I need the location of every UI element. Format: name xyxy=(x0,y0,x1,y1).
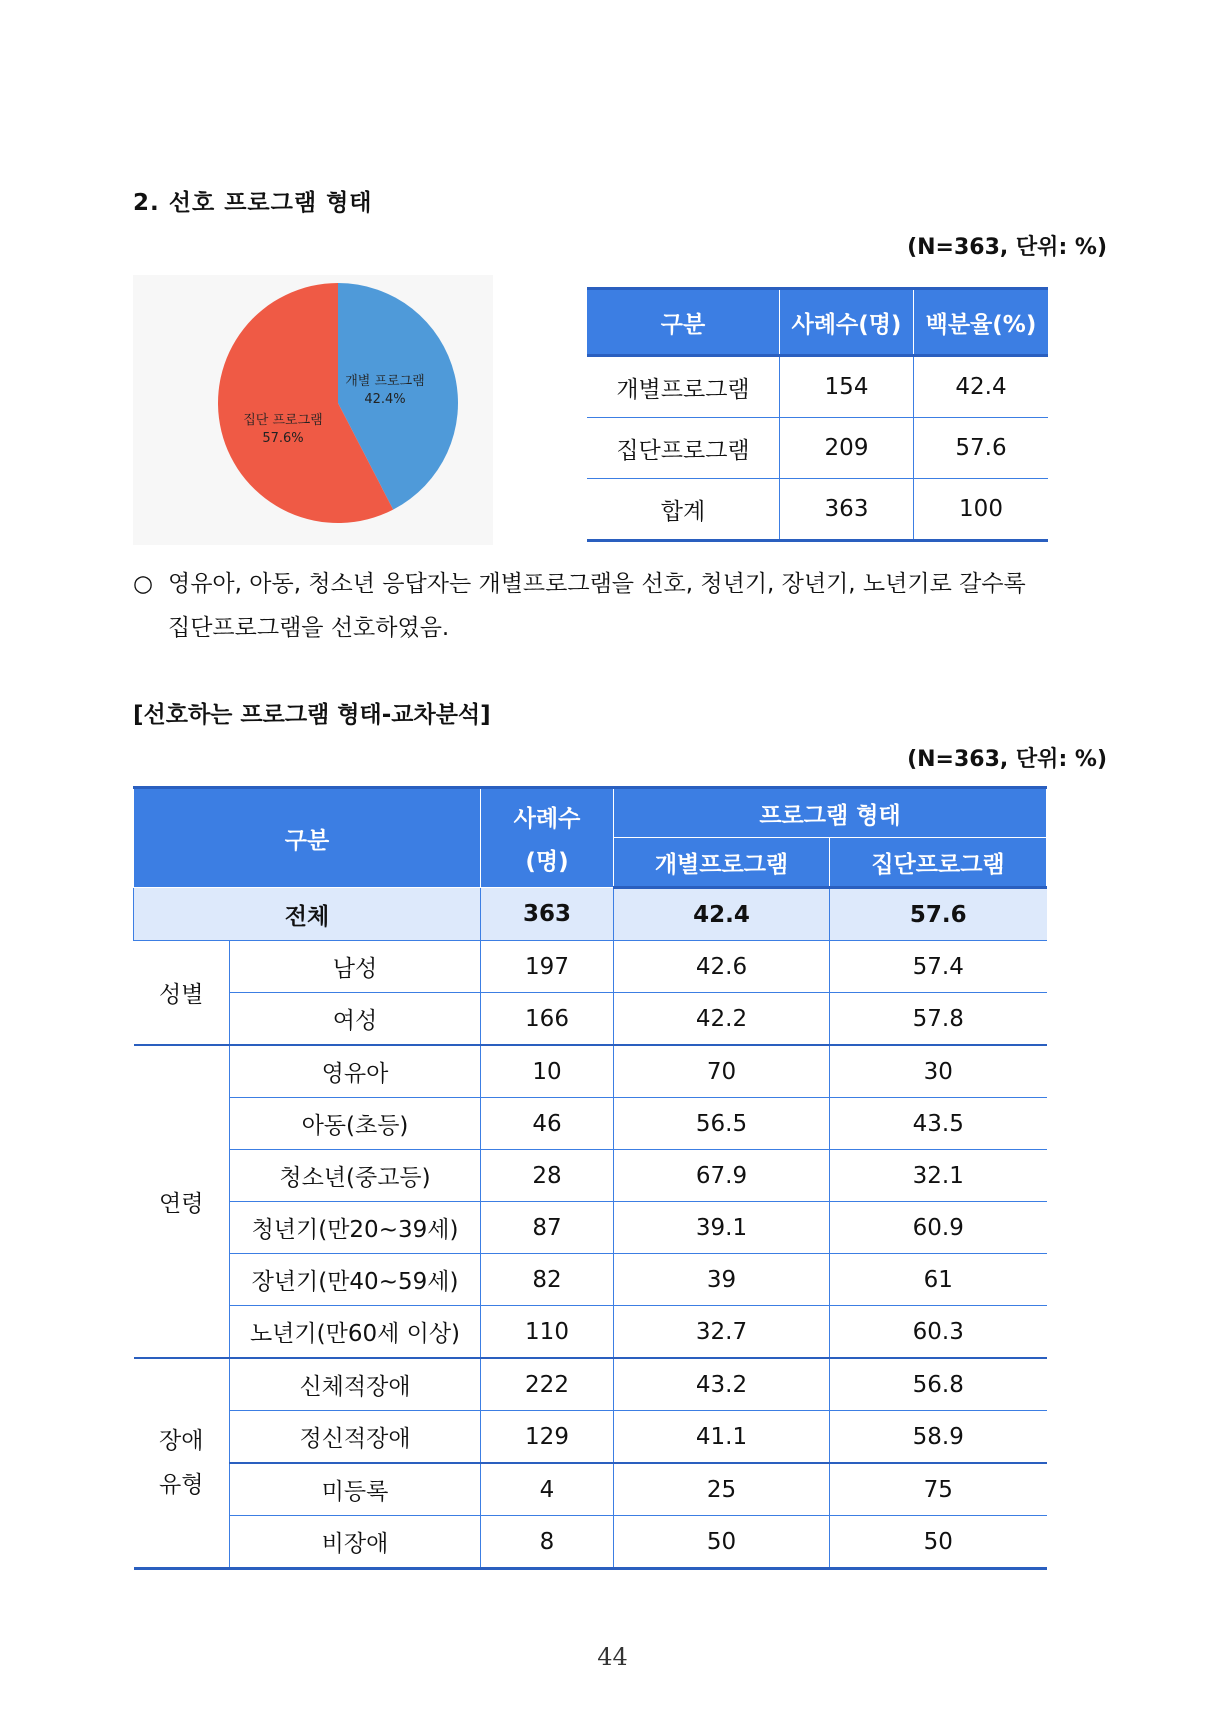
cell-group: 50 xyxy=(830,1516,1047,1569)
group-label-disability xyxy=(134,1358,230,1569)
summary-cell: 363 xyxy=(780,479,914,541)
summary-cell: 집단프로그램 xyxy=(587,418,780,479)
summary-cell: 154 xyxy=(780,356,914,418)
pie-label-individual-value: 42.4% xyxy=(364,392,406,407)
cell-group: 60.3 xyxy=(830,1306,1047,1359)
bullet-paragraph xyxy=(133,562,1143,650)
pie-label-individual-name: 개별 프로그램 xyxy=(345,374,425,389)
bullet-text: 영유아, 아동, 청소년 응답자는 개별프로그램을 선호, 청년기, 장년기, 노년기로 갈수록 집단프로그램을 선호하였음. xyxy=(168,571,1026,641)
summary-cell: 100 xyxy=(914,479,1049,541)
pie-label-group-name: 집단 프로그램 xyxy=(243,413,323,428)
summary-header-percent: 백분율(%) xyxy=(914,289,1049,356)
cell-count: 87 xyxy=(481,1202,614,1254)
row-label: 여성 xyxy=(230,993,481,1046)
cell-group: 43.5 xyxy=(830,1098,1047,1150)
summary-cell: 209 xyxy=(780,418,914,479)
group-label-gender: 성별 xyxy=(134,941,230,1046)
summary-header-count: 사례수(명) xyxy=(780,289,914,356)
cell-individual: 70 xyxy=(614,1045,830,1098)
cell-count: 82 xyxy=(481,1254,614,1306)
cell-count: 8 xyxy=(481,1516,614,1569)
row-label: 전체 xyxy=(134,888,481,941)
table-row xyxy=(134,1254,1047,1306)
summary-table xyxy=(587,287,1048,542)
unit-label: (N=363, 단위: %) xyxy=(907,747,1107,772)
row-label: 노년기(만60세 이상) xyxy=(230,1306,481,1359)
pie-chart-svg xyxy=(133,275,493,545)
cross-table xyxy=(133,786,1047,1570)
cell-individual: 67.9 xyxy=(614,1150,830,1202)
table-row xyxy=(134,1463,1047,1516)
cell-group: 57.6 xyxy=(830,888,1047,941)
cell-individual: 32.7 xyxy=(614,1306,830,1359)
cell-group: 58.9 xyxy=(830,1411,1047,1464)
row-label: 비장애 xyxy=(230,1516,481,1569)
cross-header-row xyxy=(134,788,1047,838)
table-row xyxy=(587,418,1048,479)
cell-group: 75 xyxy=(830,1463,1047,1516)
summary-cell: 57.6 xyxy=(914,418,1049,479)
table-row xyxy=(134,941,1047,993)
section-title: 2. 선호 프로그램 형태 xyxy=(133,190,373,216)
cell-count: 166 xyxy=(481,993,614,1046)
cell-count: 197 xyxy=(481,941,614,993)
table-row-total xyxy=(134,888,1047,941)
pie-chart xyxy=(133,275,493,545)
cross-header-count-line2: (명) xyxy=(525,849,569,875)
cell-individual: 42.6 xyxy=(614,941,830,993)
cross-header-count xyxy=(481,788,614,888)
summary-header-row xyxy=(587,289,1048,356)
table-row xyxy=(134,1411,1047,1464)
row-label: 장년기(만40~59세) xyxy=(230,1254,481,1306)
cell-count: 10 xyxy=(481,1045,614,1098)
row-label: 영유아 xyxy=(230,1045,481,1098)
summary-cell: 개별프로그램 xyxy=(587,356,780,418)
row-label: 미등록 xyxy=(230,1463,481,1516)
cell-group: 61 xyxy=(830,1254,1047,1306)
row-label: 신체적장애 xyxy=(230,1358,481,1411)
cross-header-category: 구분 xyxy=(134,788,481,888)
cross-table-title: [선호하는 프로그램 형태-교차분석] xyxy=(133,702,491,728)
group-label-disability-line1: 장애 xyxy=(159,1428,204,1454)
table-row xyxy=(134,1202,1047,1254)
cell-count: 28 xyxy=(481,1150,614,1202)
group-label-age: 연령 xyxy=(134,1045,230,1358)
cell-individual: 43.2 xyxy=(614,1358,830,1411)
circle-bullet-icon: ○ xyxy=(133,571,154,597)
row-label: 정신적장애 xyxy=(230,1411,481,1464)
cell-count: 222 xyxy=(481,1358,614,1411)
row-label: 아동(초등) xyxy=(230,1098,481,1150)
summary-header-category: 구분 xyxy=(587,289,780,356)
group-label-disability-line2: 유형 xyxy=(159,1472,204,1498)
cell-individual: 39.1 xyxy=(614,1202,830,1254)
pie-label-group xyxy=(233,412,333,448)
row-label: 청소년(중고등) xyxy=(230,1150,481,1202)
cell-count: 129 xyxy=(481,1411,614,1464)
cell-group: 30 xyxy=(830,1045,1047,1098)
cell-count: 46 xyxy=(481,1098,614,1150)
cell-individual: 25 xyxy=(614,1463,830,1516)
table-row xyxy=(134,1150,1047,1202)
summary-cell: 42.4 xyxy=(914,356,1049,418)
table-row xyxy=(134,1358,1047,1411)
cross-header-col1: 개별프로그램 xyxy=(614,838,830,888)
cell-count: 4 xyxy=(481,1463,614,1516)
cell-group: 32.1 xyxy=(830,1150,1047,1202)
table-row xyxy=(134,1306,1047,1359)
page-number: 44 xyxy=(597,1643,628,1671)
cross-header-col2: 집단프로그램 xyxy=(830,838,1047,888)
cell-individual: 41.1 xyxy=(614,1411,830,1464)
cross-header-count-line1: 사례수 xyxy=(513,806,581,832)
row-label: 청년기(만20~39세) xyxy=(230,1202,481,1254)
cell-group: 57.4 xyxy=(830,941,1047,993)
cell-count: 110 xyxy=(481,1306,614,1359)
cell-individual: 42.2 xyxy=(614,993,830,1046)
table-row xyxy=(587,479,1048,541)
cell-group: 56.8 xyxy=(830,1358,1047,1411)
table-row xyxy=(134,1045,1047,1098)
cell-count: 363 xyxy=(481,888,614,941)
table-row xyxy=(134,1516,1047,1569)
cell-individual: 56.5 xyxy=(614,1098,830,1150)
table-row xyxy=(134,1098,1047,1150)
pie-label-individual xyxy=(335,373,435,409)
cross-header-group: 프로그램 형태 xyxy=(614,788,1047,838)
cell-group: 57.8 xyxy=(830,993,1047,1046)
unit-label: (N=363, 단위: %) xyxy=(907,235,1107,260)
summary-cell: 합계 xyxy=(587,479,780,541)
row-label: 남성 xyxy=(230,941,481,993)
cell-group: 60.9 xyxy=(830,1202,1047,1254)
table-row xyxy=(587,356,1048,418)
cell-individual: 42.4 xyxy=(614,888,830,941)
cell-individual: 39 xyxy=(614,1254,830,1306)
cell-individual: 50 xyxy=(614,1516,830,1569)
pie-label-group-value: 57.6% xyxy=(262,431,304,446)
table-row xyxy=(134,993,1047,1046)
